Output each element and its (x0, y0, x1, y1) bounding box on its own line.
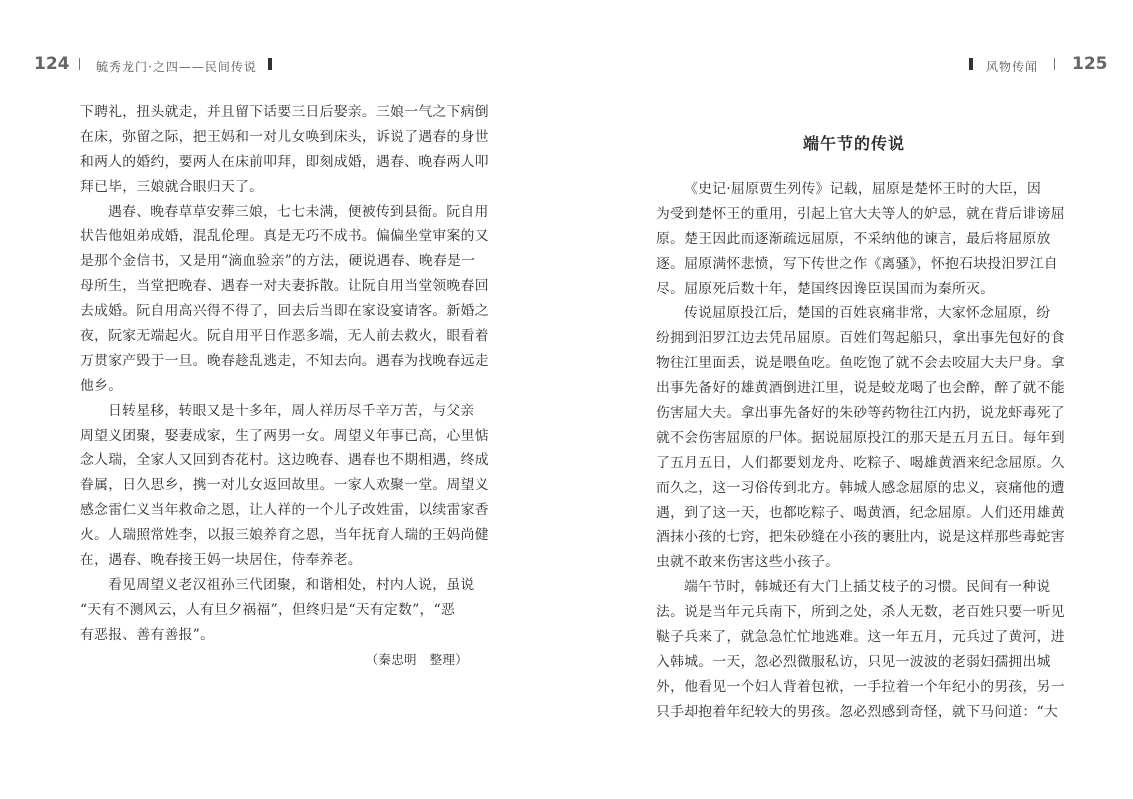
text-line: 状告他姐弟成婚，混乱伦理。真是无巧不成书。偏偏坐堂审案的又 (80, 228, 489, 245)
text-line: 有恶报、善有善报”。 (80, 626, 215, 643)
text-line: 原。楚王因此而逐渐疏远屈原，不采纳他的谏言，最后将屈原放 (656, 230, 1051, 247)
text-line: 为受到楚怀王的重用，引起上官大夫等人的妒忌，就在背后诽谤屈 (656, 205, 1065, 222)
text-line: 他乡。 (80, 377, 123, 394)
text-line: 下聘礼，扭头就走，并且留下话要三日后娶亲。三娘一气之下病倒 (80, 104, 489, 120)
text-line: 去成婚。阮自用高兴得不得了，回去后当即在家设宴请客。新婚之 (80, 303, 489, 320)
text-line: 感念雷仁义当年救命之恩，让人祥的一个儿子改姓雷，以续雷家香 (80, 502, 489, 519)
text-line: 看见周望义老汉祖孙三代团聚，和谐相处，村内人说，虽说 (108, 576, 475, 593)
text-line: 日转星移，转眼又是十多年，周人祥历尽千辛万苦，与父亲 (108, 402, 475, 419)
text-line: 传说屈原投江后，楚国的百姓哀痛非常，大家怀念屈原，纷 (684, 305, 1051, 322)
header-separator (79, 58, 80, 70)
text-line: 外，他看见一个妇人背着包袱，一手拉着一个年纪小的男孩，另一 (656, 678, 1065, 695)
text-line: 伤害屈大夫。拿出事先备好的朱砂等药物往江内扔，说龙虾毒死了 (656, 405, 1065, 422)
text-line: 和两人的婚约，要两人在床前叩拜，即刻成婚，遇春、晚春两人叩 (80, 153, 489, 170)
text-line: 而久之，这一习俗传到北方。韩城人感念屈原的忠义，哀痛他的遭 (656, 479, 1065, 496)
text-line: 在床，弥留之际，把王妈和一对儿女唤到床头，诉说了遇春的身世 (80, 128, 489, 145)
text-line: 就不会伤害屈原的尸体。据说屈原投江的那天是五月五日。每年到 (656, 429, 1065, 446)
text-line: 出事先备好的雄黄酒倒进江里，说是蛟龙喝了也会醉，醉了就不能 (656, 380, 1065, 397)
header-mark (268, 58, 272, 70)
header-mark (969, 58, 973, 70)
text-line: 逐。屈原满怀悲愤，写下传世之作《离骚》，怀抱石块投汨罗江自 (656, 255, 1058, 272)
text-line: 周望义团聚，娶妻成家，生了两男一女。周望义年事已高，心里惦 (80, 427, 489, 444)
text-line: 遇春、晚春草草安葬三娘，七七未满，便被传到县衙。阮自用 (108, 203, 489, 220)
right-page-number: 125 (1072, 54, 1108, 74)
text-line: 酒抹小孩的七窍，把朱砂缝在小孩的裹肚内，说是这样那些毒蛇害 (656, 529, 1065, 546)
editor-credit: （秦忠明 整理） (365, 651, 468, 667)
text-line: 物往江里面丢，说是喂鱼吃。鱼吃饱了就不会去咬屈大夫尸身。拿 (656, 355, 1065, 372)
header-separator (1054, 58, 1055, 70)
text-line: 是那个金信书，又是用“滴血验亲”的方法，硬说遇春、晚春是一 (80, 253, 476, 270)
text-line: 尽。屈原死后数十年，楚国终因谗臣误国而为秦所灭。 (656, 280, 995, 297)
text-line: 在，遇春、晚春接王妈一块居住，侍奉养老。 (80, 552, 362, 569)
text-line: 入韩城。一天，忽必烈微服私访，只见一波波的老弱妇孺拥出城 (656, 653, 1051, 670)
text-line: 夜，阮家无端起火。阮自用平日作恶多端，无人前去救火，眼看着 (80, 328, 489, 345)
text-line: 只手却抱着年纪较大的男孩。忽必烈感到奇怪，就下马问道：“大 (656, 703, 1059, 720)
text-line: 万贯家产毁于一旦。晚春趁乱逃走，不知去向。遇春为找晚春远走 (80, 352, 489, 369)
text-line: 《史记·屈原贾生列传》记载，屈原是楚怀王时的大臣，因 (684, 181, 1042, 197)
text-line: 端午节时，韩城还有大门上插艾枝子的习惯。民间有一种说 (684, 579, 1051, 596)
text-line: 念人瑞，全家人又回到杏花村。这边晚春、遇春也不期相遇，终成 (80, 452, 489, 469)
right-page-body (656, 177, 1065, 725)
right-running-head: 风物传闻 (986, 60, 1039, 74)
text-line: 母所生，当堂把晚春、遇春一对夫妻拆散。让阮自用当堂领晚春回 (80, 278, 489, 295)
left-running-head: 毓秀龙门·之四——民间传说 (96, 60, 257, 74)
left-page-number: 124 (34, 54, 70, 74)
text-line: 法。说是当年元兵南下，所到之处，杀人无数，老百姓只要一听见 (656, 604, 1065, 621)
text-line: 遇，到了这一天，也都吃粽子、喝黄酒，纪念屈原。人们还用雄黄 (656, 504, 1065, 521)
text-line: 眷属，日久思乡，携一对儿女返回故里。一家人欢聚一堂。周望义 (80, 477, 489, 494)
text-line: 了五月五日，人们都要划龙舟、吃粽子、喝雄黄酒来纪念屈原。久 (656, 454, 1065, 471)
text-line: 拜已毕，三娘就合眼归天了。 (80, 178, 264, 195)
text-line: 纷拥到汨罗江边去凭吊屈原。百姓们驾起船只，拿出事先包好的食 (656, 330, 1065, 347)
text-line: “天有不测风云，人有旦夕祸福”，但终归是“天有定数”，“恶 (80, 601, 456, 618)
text-line: 鞑子兵来了，就急急忙忙地逃难。这一年五月，元兵过了黄河，进 (656, 629, 1065, 646)
article-title: 端午节的传说 (802, 134, 905, 153)
text-line: 火。人瑞照常姓李，以报三娘养育之恩，当年抚育人瑞的王妈尚健 (80, 527, 489, 544)
left-page-body (80, 100, 489, 672)
text-line: 虫就不敢来伤害这些小孩子。 (656, 554, 840, 571)
